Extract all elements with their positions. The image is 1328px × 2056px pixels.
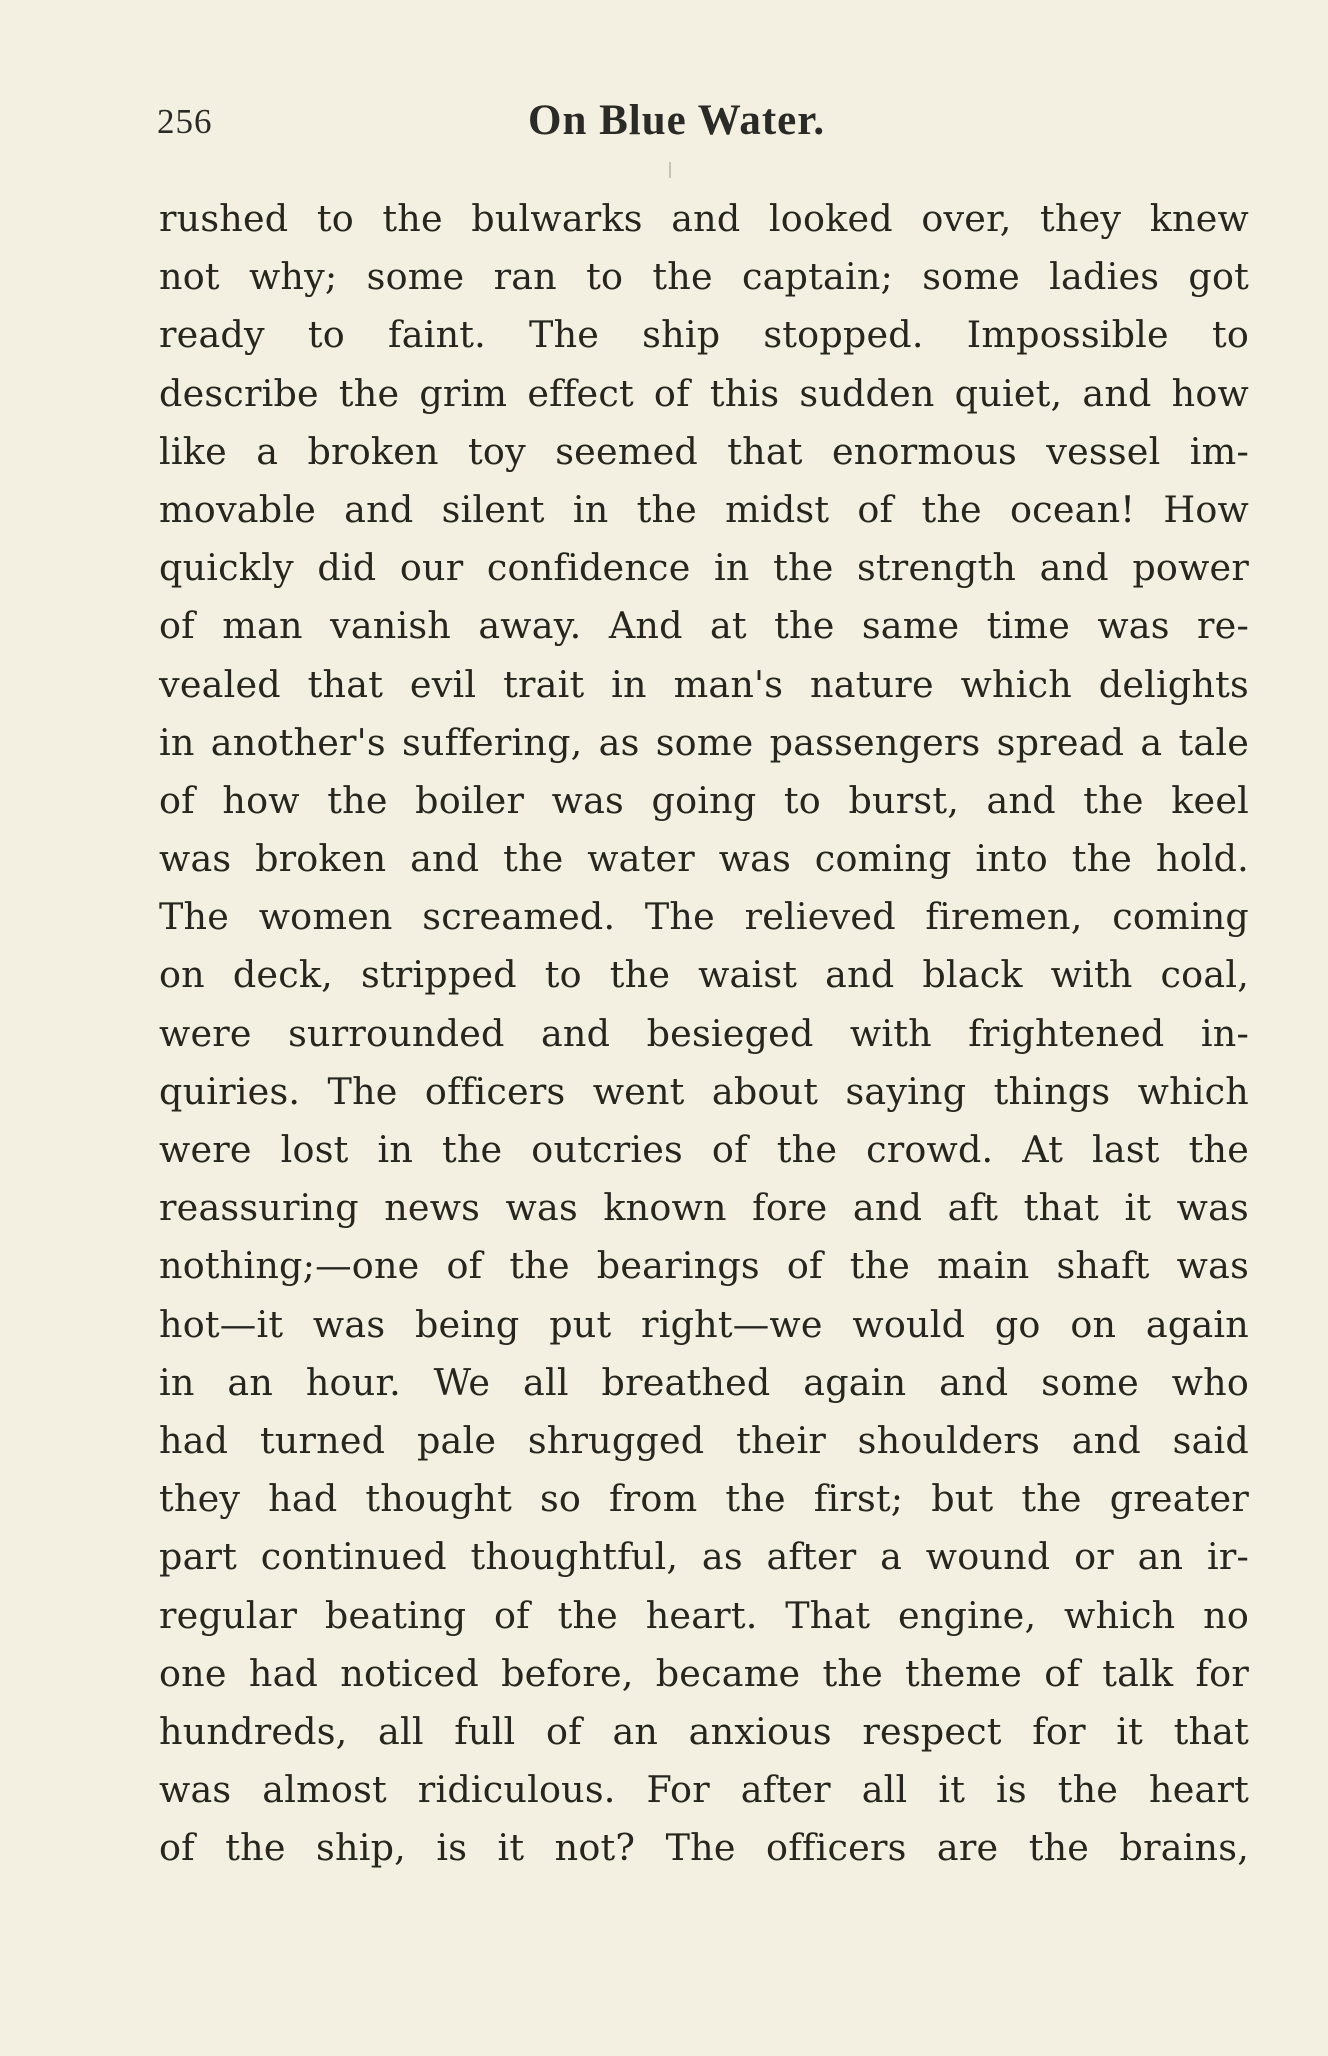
- text-line: regular beating of the heart. That engine, which no: [159, 1593, 1249, 1637]
- text-line: in an hour. We all breathed again and some who: [159, 1360, 1249, 1404]
- text-line: nothing;—one of the bearings of the main shaft was: [159, 1244, 1249, 1288]
- text-line: hundreds, all full of an anxious respect for it that: [159, 1709, 1249, 1753]
- text-line: were surrounded and besieged with frightened in-: [159, 1011, 1249, 1055]
- text-line: movable and silent in the midst of the ocean! How: [159, 487, 1249, 531]
- text-line: had turned pale shrugged their shoulders and said: [159, 1418, 1249, 1462]
- text-line: of man vanish away. And at the same time was re-: [159, 604, 1249, 648]
- running-title: On Blue Water.: [528, 97, 826, 144]
- text-line: quickly did our confidence in the strength and power: [159, 546, 1249, 590]
- page-header: [157, 96, 1247, 156]
- text-line: on deck, stripped to the waist and black with coal,: [159, 953, 1249, 997]
- text-line: was broken and the water was coming into the hold.: [159, 837, 1249, 881]
- text-line: describe the grim effect of this sudden quiet, and how: [159, 371, 1249, 415]
- text-line: they had thought so from the first; but the greater: [159, 1477, 1249, 1521]
- text-line: reassuring news was known fore and aft that it was: [159, 1186, 1249, 1230]
- header-mark: [669, 162, 671, 178]
- body-text: [159, 190, 1249, 1877]
- text-line: of the ship, is it not? The officers are the brains,: [159, 1826, 1249, 1870]
- text-line: hot—it was being put right—we would go on again: [159, 1302, 1249, 1346]
- text-line: rushed to the bulwarks and looked over, they knew: [159, 197, 1249, 240]
- text-line: one had noticed before, became the theme of talk for: [159, 1651, 1249, 1695]
- text-line: of how the boiler was going to burst, and the keel: [159, 778, 1249, 822]
- text-line: not why; some ran to the captain; some ladies got: [159, 255, 1249, 299]
- text-line: was almost ridiculous. For after all it is the heart: [159, 1768, 1249, 1812]
- text-line: like a broken toy seemed that enormous vessel im-: [159, 429, 1249, 473]
- text-line: quiries. The officers went about saying things which: [159, 1069, 1249, 1113]
- text-line: were lost in the outcries of the crowd. At last the: [159, 1128, 1249, 1171]
- text-line: The women screamed. The relieved firemen, coming: [159, 895, 1249, 939]
- page-number: 256: [157, 102, 213, 141]
- text-line: vealed that evil trait in man's nature which delights: [159, 662, 1249, 706]
- text-line: part continued thoughtful, as after a wound or an ir-: [159, 1535, 1249, 1579]
- text-line: in another's suffering, as some passengers spread a tale: [159, 720, 1249, 764]
- text-line: ready to faint. The ship stopped. Impossible to: [159, 313, 1249, 357]
